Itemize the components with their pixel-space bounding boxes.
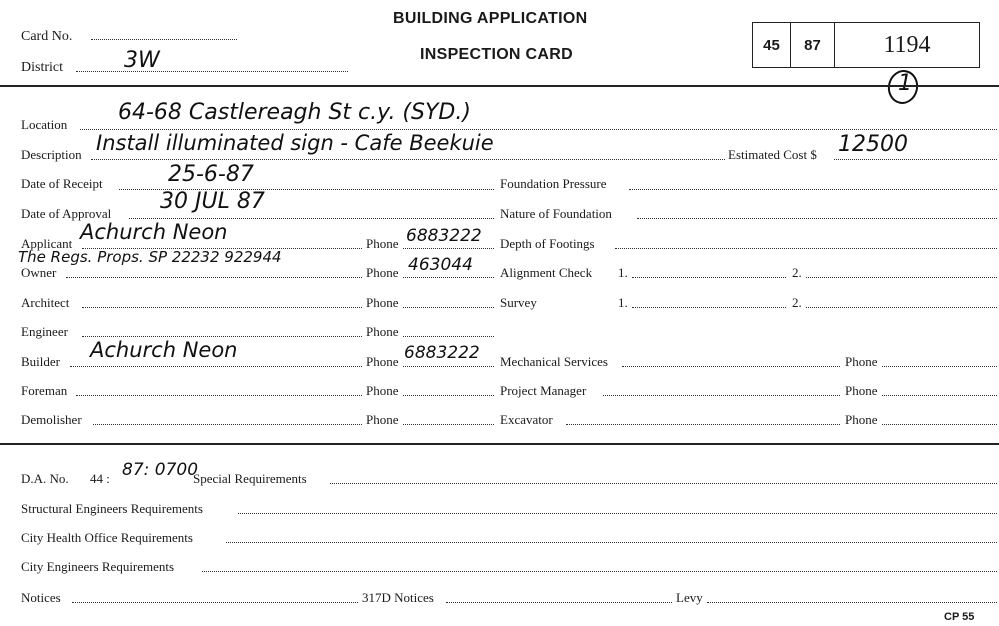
depth-footings-label: Depth of Footings [500,236,595,251]
location-label: Location [21,117,68,132]
mechanical-phone-field[interactable] [882,366,997,367]
architect-phone-field[interactable] [403,307,494,308]
builder-phone-field[interactable] [403,366,494,367]
survey-field-1[interactable] [632,307,786,308]
demolisher-label: Demolisher [21,412,82,427]
foreman-field[interactable] [76,395,362,396]
ref-cell-a: 45 [753,23,791,67]
engineer-phone-label: Phone [366,324,399,339]
survey-field-2[interactable] [806,307,997,308]
special-requirements-label: Special Requirements [193,471,307,486]
levy-label: Levy [676,590,703,605]
description-label: Description [21,147,82,162]
city-health-label: City Health Office Requirements [21,530,193,545]
ref-cell-number: 1194 [883,31,931,58]
ref-cell-b: 87 [791,23,835,67]
notices-317d-label: 317D Notices [362,590,434,605]
owner-phone-value: 463044 [408,255,473,275]
foreman-phone-field[interactable] [403,395,494,396]
date-approval-field[interactable] [129,218,494,219]
nature-foundation-label: Nature of Foundation [500,206,612,221]
district-field[interactable] [76,71,348,72]
owner-label: Owner [21,265,57,280]
divider-middle [0,443,999,445]
da-value: 87: 0700 [122,460,199,480]
survey-num1: 1. [618,295,628,310]
description-value: Install illuminated sign - Cafe Beekuie [96,131,494,155]
special-requirements-field[interactable] [330,483,997,484]
applicant-phone-value: 6883222 [406,226,482,246]
notices-label: Notices [21,590,61,605]
builder-label: Builder [21,354,60,369]
levy-field[interactable] [707,602,997,603]
da-no-label: D.A. No. [21,471,69,486]
city-engineers-field[interactable] [202,571,997,572]
card-no-label: Card No. [21,29,73,44]
location-value: 64-68 Castlereagh St c.y. (SYD.) [118,100,471,125]
estimated-cost-field[interactable] [834,159,997,160]
reference-box [752,22,980,68]
date-receipt-label: Date of Receipt [21,176,103,191]
owner-phone-label: Phone [366,265,399,280]
project-manager-field[interactable] [603,395,840,396]
alignment-num2: 2. [792,265,802,280]
date-approval-label: Date of Approval [21,206,112,221]
card-no-field[interactable] [91,39,237,40]
mechanical-services-label: Mechanical Services [500,354,608,369]
applicant-phone-field[interactable] [403,248,494,249]
builder-phone-label: Phone [366,354,399,369]
district-value: 3W [124,48,160,73]
survey-label: Survey [500,295,537,310]
demolisher-phone-field[interactable] [403,424,494,425]
applicant-phone-label: Phone [366,236,399,251]
architect-label: Architect [21,295,70,310]
city-health-field[interactable] [226,542,997,543]
description-field[interactable] [91,159,725,160]
date-approval-value: 30 JUL 87 [160,189,265,214]
structural-engineers-label: Structural Engineers Requirements [21,501,203,516]
foreman-label: Foreman [21,383,68,398]
builder-field[interactable] [70,366,362,367]
project-manager-phone-label: Phone [845,383,878,398]
project-manager-label: Project Manager [500,383,587,398]
engineer-label: Engineer [21,324,68,339]
owner-phone-field[interactable] [403,277,494,278]
notices-317d-field[interactable] [446,602,672,603]
district-label: District [21,60,63,75]
builder-phone-value: 6883222 [404,343,480,363]
date-receipt-value: 25-6-87 [168,162,254,187]
excavator-phone-label: Phone [845,412,878,427]
excavator-field[interactable] [566,424,840,425]
alignment-check-label: Alignment Check [500,265,593,280]
engineer-field[interactable] [82,336,362,337]
structural-engineers-field[interactable] [238,513,997,514]
location-field[interactable] [80,129,997,130]
architect-phone-label: Phone [366,295,399,310]
notices-field[interactable] [72,602,358,603]
architect-field[interactable] [82,307,362,308]
estimated-cost-value: 12500 [838,132,908,157]
form-code: CP 55 [944,611,975,623]
mechanical-phone-label: Phone [845,354,878,369]
circled-mark-value: 1 [898,71,912,96]
engineer-phone-field[interactable] [403,336,494,337]
nature-foundation-field[interactable] [637,218,997,219]
da-prefix: 44 : [90,471,110,486]
divider-top [0,85,999,87]
survey-num2: 2. [792,295,802,310]
alignment-field-2[interactable] [806,277,997,278]
city-engineers-label: City Engineers Requirements [21,559,175,574]
excavator-label: Excavator [500,412,553,427]
estimated-cost-label: Estimated Cost $ [728,147,817,162]
alignment-num1: 1. [618,265,628,280]
demolisher-field[interactable] [93,424,362,425]
builder-value: Achurch Neon [90,338,238,362]
project-manager-phone-field[interactable] [882,395,997,396]
applicant-label: Applicant [21,236,73,251]
owner-field[interactable] [66,277,362,278]
depth-footings-field[interactable] [615,248,997,249]
alignment-field-1[interactable] [632,277,786,278]
applicant-value: Achurch Neon [80,220,228,244]
excavator-phone-field[interactable] [882,424,997,425]
demolisher-phone-label: Phone [366,412,399,427]
mechanical-services-field[interactable] [622,366,840,367]
title-building-application: BUILDING APPLICATION [393,10,588,27]
foundation-pressure-label: Foundation Pressure [500,176,607,191]
title-inspection-card: INSPECTION CARD [420,46,573,63]
foreman-phone-label: Phone [366,383,399,398]
foundation-pressure-field[interactable] [629,189,997,190]
owner-value: The Regs. Props. SP 22232 922944 [18,248,282,266]
